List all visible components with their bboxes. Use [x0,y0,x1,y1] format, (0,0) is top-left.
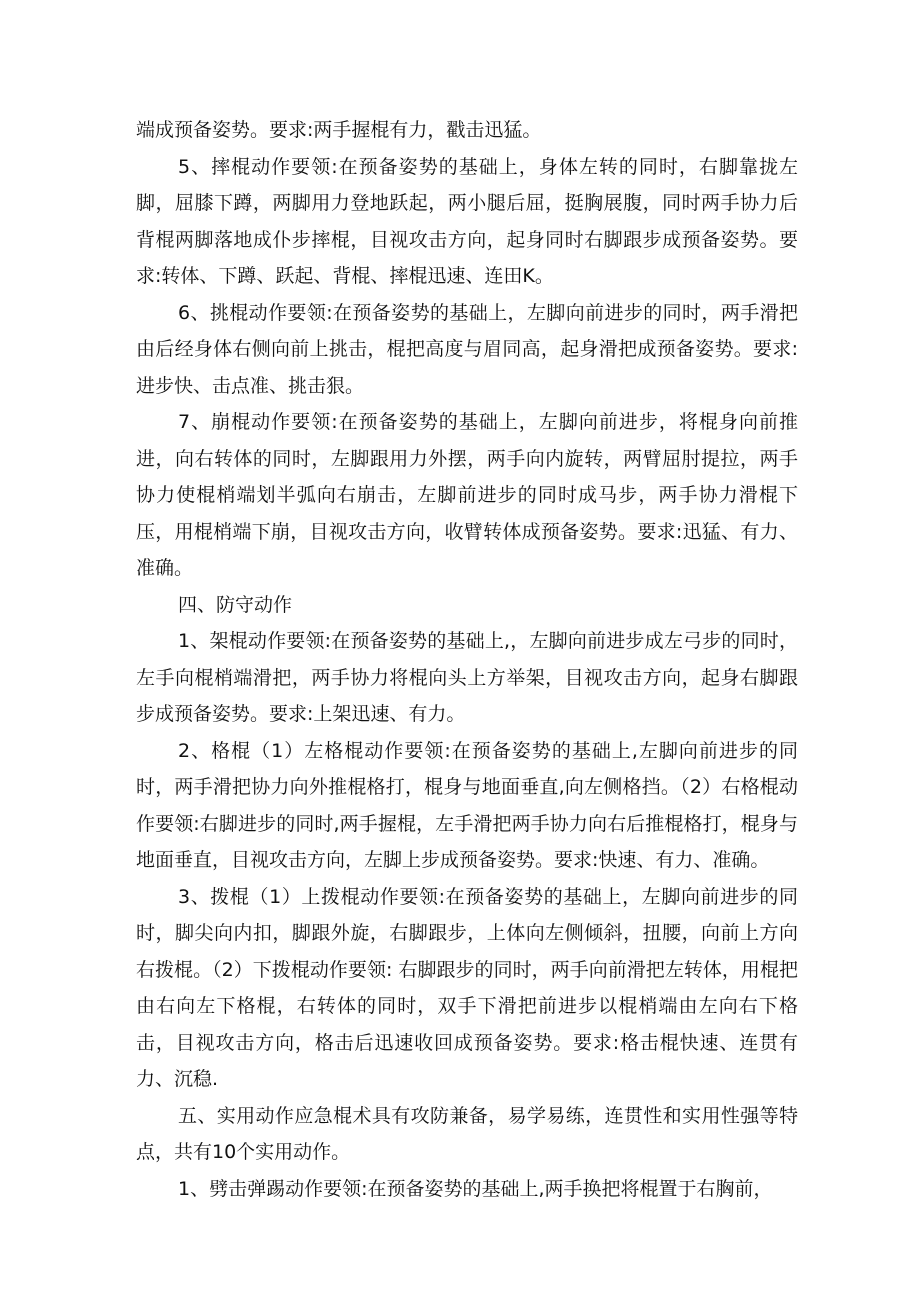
paragraph-pi-ji-tan-ti: 1、劈击弹踢动作要领:在预备姿势的基础上,两手换把将棍置于右胸前， [178,1177,773,1200]
paragraph-continuation: 端成预备姿势。要求:两手握棍有力，戳击迅猛。 [136,119,542,141]
section-heading-practical: 五、实用动作应急棍术具有攻防兼备，易学易练，连贯性和实用性强等特点，共有10个实用动作。 [136,1104,798,1163]
paragraph-beng-gun: 7、崩棍动作要领:在预备姿势的基础上，左脚向前进步，将棍身向前推进，向右转体的同时，左脚跟用力外摆，两手向内旋转，两臂屈肘提拉，两手协力使棍梢端划半弧向右崩击，左脚前进步的同时成马步，两手协力滑棍下压，用棍梢端下崩，目视攻击方向，收臂转体成预备姿势。要求:迅猛、有力、准确。 [136,411,798,579]
paragraph-jia-gun: 1、架棍动作要领:在预备姿势的基础上,，左脚向前进步成左弓步的同时，左手向棍梢端滑把，两手协力将棍向头上方举架，目视攻击方向，起身右脚跟步成预备姿势。要求:上架迅速、有力。 [136,630,798,725]
paragraph-tiao-gun: 6、挑棍动作要领:在预备姿势的基础上，左脚向前进步的同时，两手滑把由后经身体右侧向前上挑击，棍把高度与眉同高，起身滑把成预备姿势。要求:进步快、击点准、挑击狠。 [136,301,798,397]
section-heading-defense: 四、防守动作 [178,593,293,616]
paragraph-bo-gun: 3、拨棍（1）上拨棍动作要领:在预备姿势的基础上，左脚向前进步的同时，脚尖向内扣，脚跟外旋，右脚跟步，上体向左侧倾斜，扭腰，向前上方向右拨棍。（2）下拨棍动作要领: 右脚跟步的同时，两手向前滑把左转体，用棍把由右向左下格棍，右转体的同时，双手下滑把前进步以棍梢端由左向右下格击，目视攻击方向，格击后迅速收回成预备姿势。要求:格击棍快速、连贯有力、沉稳. [136,885,798,1090]
paragraph-ge-gun: 2、格棍（1）左格棍动作要领:在预备姿势的基础上,左脚向前进步的同时，两手滑把协力向外推棍格打，棍身与地面垂直,向左侧格挡。（2）右格棍动作要领:右脚进步的同时,两手握棍，左手滑把两手协力向右后推棍格打，棍身与地面垂直，目视攻击方向，左脚上步成预备姿势。要求:快速、有力、准确。 [136,739,798,871]
document-page [136,112,798,1207]
paragraph-shuai-gun: 5、摔棍动作要领:在预备姿势的基础上，身体左转的同时，右脚靠拢左脚，屈膝下蹲，两脚用力登地跃起，两小腿后屈，挺胸展腹，同时两手协力后背棍两脚落地成仆步摔棍，目视攻击方向，起身同时右脚跟步成预备姿势。要求:转体、下蹲、跃起、背棍、摔棍迅速、连田K。 [136,155,798,287]
